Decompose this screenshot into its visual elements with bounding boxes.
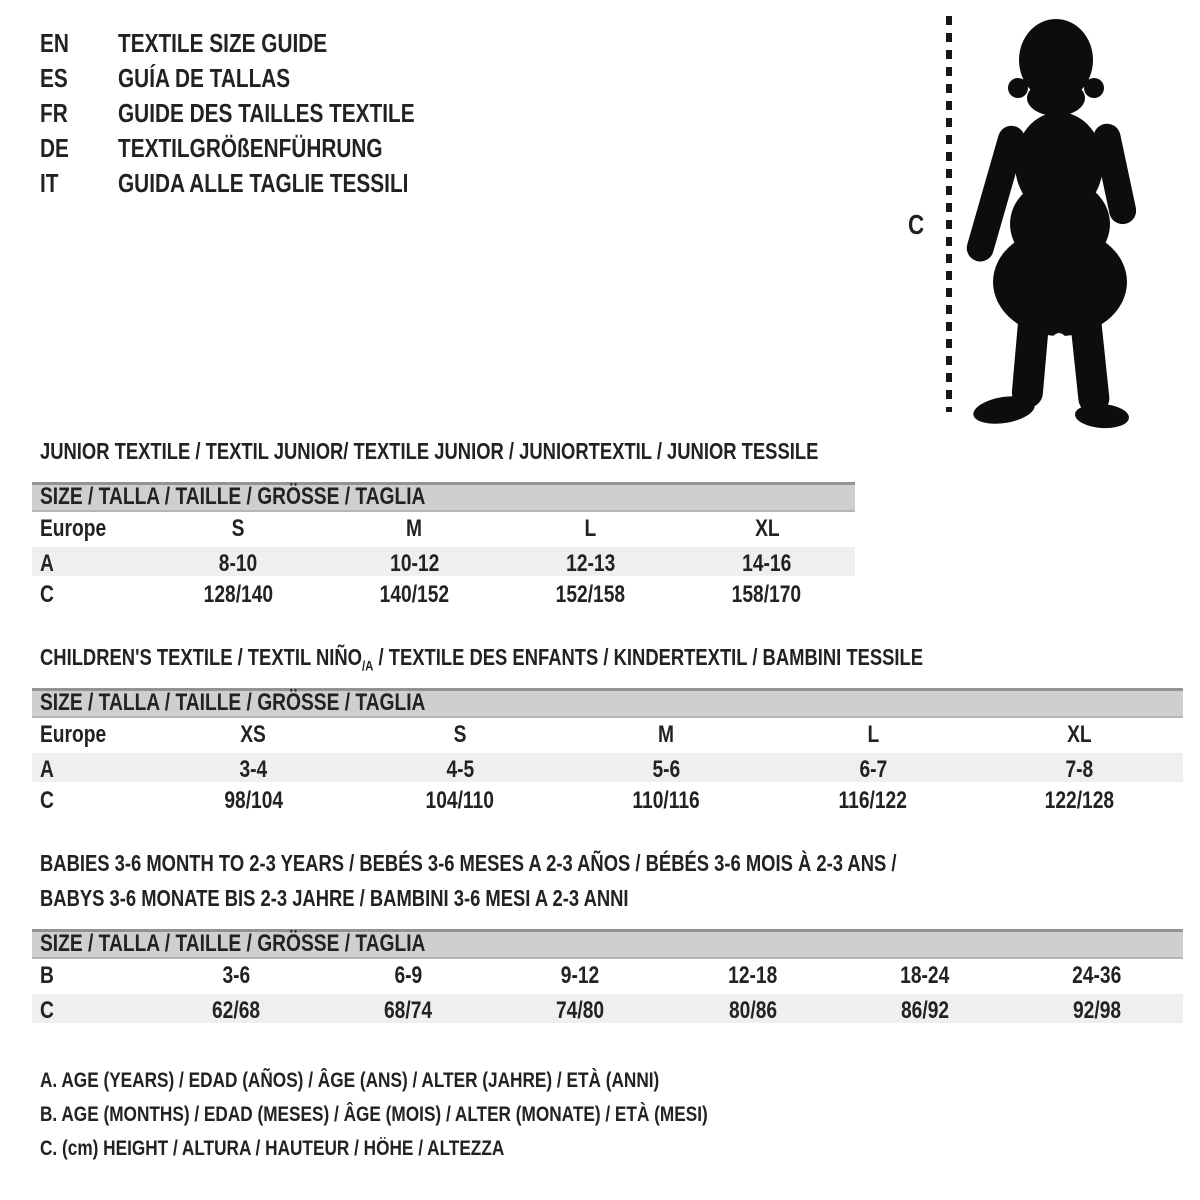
table-row [32,959,1183,992]
children-textile-section [32,640,1183,817]
size-cell: 128/140 [203,581,273,608]
lang-label: GUÍA DE TALLAS [118,63,291,93]
language-header [40,26,415,201]
lang-line-fr [40,96,415,131]
lang-label: TEXTILE SIZE GUIDE [118,28,328,58]
size-cell: 6-9 [394,962,423,989]
toddler-silhouette-image [964,14,1136,430]
table-row [32,784,1183,817]
size-cell: 152/158 [555,581,626,608]
size-cell: 110/116 [632,787,701,814]
lang-code: IT [40,168,59,198]
row-label: C [40,787,54,814]
lang-code: DE [40,133,69,163]
lang-line-es [40,61,291,96]
lang-line-de [40,131,383,166]
size-cell: XL [754,515,780,542]
lang-label: GUIDA ALLE TAGLIE TESSILI [118,168,409,198]
size-cell: S [453,721,467,748]
size-cell: 140/152 [379,581,450,608]
children-table-title: CHILDREN'S TEXTILE / TEXTIL $NIÑO_{/A}$ / TEXTILE DES ENFANTS / KINDERTEXTIL / BAMBINI TESSILE [40,644,924,675]
table-row [32,578,855,611]
junior-textile-section [32,434,855,611]
size-cell: 98/104 [223,787,283,814]
lang-code: EN [40,28,69,58]
table-row [32,992,1183,1025]
lang-label: TEXTILGRÖßENFÜHRUNG [118,133,383,163]
table-row [32,751,1183,784]
babies-textile-section [32,846,1183,1025]
size-cell: 4-5 [446,756,474,783]
row-label: Europe [40,721,107,748]
table-row [32,545,855,578]
children-table-rows [32,718,1183,817]
size-cell: 3-4 [239,756,268,783]
row-label: C [40,997,54,1024]
table-row [32,512,855,545]
lang-line-en [40,26,328,61]
table-row [32,718,1183,751]
size-header-bar: SIZE / TALLA / TAILLE / GRÖSSE / TAGLIA [32,482,855,512]
size-cell: 10-12 [389,550,439,577]
size-cell: 116/122 [838,787,908,814]
legend [40,1064,854,1166]
size-header-bar: SIZE / TALLA / TAILLE / GRÖSSE / TAGLIA [32,688,1183,718]
size-cell: L [584,515,597,542]
size-cell: L [867,721,879,748]
size-cell: 14-16 [742,550,792,577]
size-cell: 6-7 [859,756,887,783]
size-cell: 158/170 [732,581,802,608]
size-cell: 8-10 [218,550,258,577]
size-cell: 18-24 [900,962,950,989]
lang-code: ES [40,63,68,93]
size-cell: M [406,515,423,542]
babies-table-title-line1: BABIES 3-6 MONTH TO 2-3 YEARS / BEBÉS 3-6 MESES A 2-3 AÑOS / BÉBÉS 3-6 MOIS À 2-3 ANS / [40,850,897,876]
size-cell: 122/128 [1044,787,1115,814]
row-label: Europe [40,515,107,542]
babies-table-rows [32,959,1183,1025]
size-cell: 24-36 [1072,962,1122,989]
size-cell: 86/92 [900,997,949,1024]
size-cell: 5-6 [652,756,681,783]
size-cell: 12-13 [566,550,616,577]
junior-table-title: JUNIOR TEXTILE / TEXTIL JUNIOR/ TEXTILE JUNIOR / JUNIORTEXTIL / JUNIOR TESSILE [40,438,819,464]
row-label: A [40,550,54,577]
size-cell: 12-18 [728,962,778,989]
height-dashed-line [946,16,952,412]
legend-line-height-cm: C. (cm) HEIGHT / ALTURA / HAUTEUR / HÖHE / ALTEZZA [40,1137,505,1160]
size-cell: 62/68 [212,997,261,1024]
size-cell: 7-8 [1065,756,1094,783]
size-cell: 104/110 [425,787,495,814]
size-cell: S [231,515,245,542]
lang-line-it [40,166,409,201]
size-cell: M [658,721,675,748]
size-cell: 92/98 [1072,997,1121,1024]
size-header-bar: SIZE / TALLA / TAILLE / GRÖSSE / TAGLIA [32,929,1183,959]
lang-code: FR [40,98,68,128]
lang-label: GUIDE DES TAILLES TEXTILE [118,98,415,128]
size-cell: 74/80 [556,997,605,1024]
size-cell: XL [1067,721,1092,748]
row-label: B [40,962,54,989]
size-cell: 3-6 [222,962,250,989]
size-cell: 80/86 [728,997,777,1024]
legend-line-age-months: B. AGE (MONTHS) / EDAD (MESES) / ÂGE (MOIS) / ALTER (MONATE) / ETÀ (MESI) [40,1103,708,1126]
legend-line-age-years: A. AGE (YEARS) / EDAD (AÑOS) / ÂGE (ANS) / ALTER (JAHRE) / ETÀ (ANNI) [40,1069,660,1092]
row-label: C [40,581,54,608]
size-cell: 9-12 [561,962,600,989]
babies-table-title-line2: BABYS 3-6 MONATE BIS 2-3 JAHRE / BAMBINI 3-6 MESI A 2-3 ANNI [40,885,629,911]
size-cell: XS [240,721,267,748]
height-measure-label: C [908,209,925,240]
junior-table-rows [32,512,855,611]
row-label: A [40,756,54,783]
size-cell: 68/74 [384,997,433,1024]
